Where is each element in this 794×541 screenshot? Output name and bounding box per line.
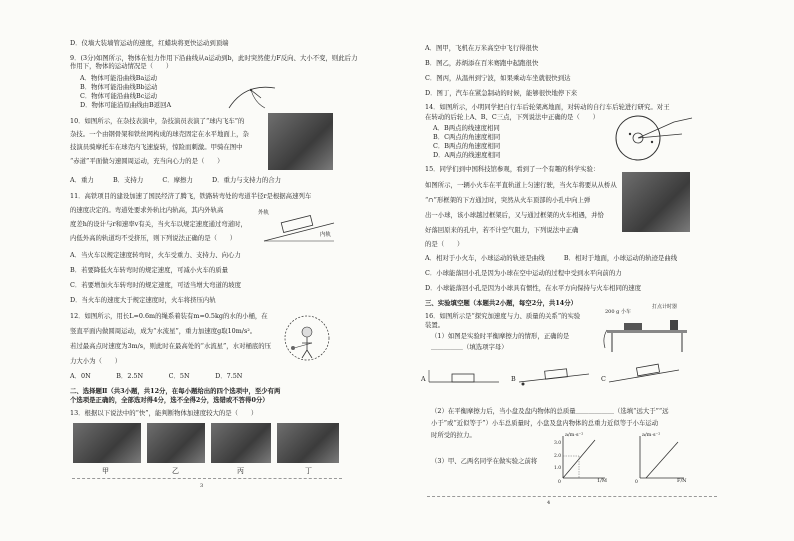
text-line: “赤道”平面做匀速圆周运动，充当向心力的是（ ）: [70, 157, 224, 165]
graph-2-origin: 0: [635, 480, 638, 485]
text-line: 的速度决定的。弯道处要求外轨比内轨高，其内外轨高: [70, 206, 224, 214]
text-line: 度差h的设计与r和速率v有关，当火车以规定速度通过弯道时，: [70, 220, 247, 228]
option-label-c: C: [601, 375, 606, 383]
option-c: C．图丙，从温州到宁波，如果乘动车坐就很快到达: [425, 74, 571, 82]
high-speed-train-photo: [622, 172, 690, 232]
rail-figure-11: [262, 205, 337, 245]
question-9: 9．(3分)如图所示，物体在恒力作用下沿曲线从a运动到b，此时突然使力F反向、大小不变，则此后力作用下，物体的运动情况是（ ）: [70, 54, 358, 70]
graph-2-xlabel: F/N: [677, 478, 687, 484]
question-15: 15．同学们到中国科技馆参观，看到了一个有趣的科学实验：: [425, 165, 600, 173]
option-a: A．B两点的线速度相同: [433, 124, 500, 132]
question-10: 10．如图所示，在杂技表演中，杂技演员表演了“球内飞车”的: [70, 117, 245, 125]
train-photo: [211, 423, 271, 463]
section-3-heading: 三、实验填空题（本题共2小题，每空2分，共14分）: [425, 299, 577, 307]
graph-1-origin: 0: [558, 480, 561, 485]
page-number: 3: [200, 483, 204, 489]
sub-question-1: （1）如图是实验时平衡摩擦力的情形，正确的是: [431, 332, 570, 340]
graph-1-tick: 1.0: [554, 466, 562, 471]
text-line: 若过最高点时速度为3m/s，则此时在最高处的“水流星”，水对桶底的压: [70, 342, 272, 350]
question-16: 16．如图所示是“探究加速度与力、质量的关系”的实验: [425, 312, 581, 320]
divider: [427, 496, 717, 497]
text-line: 小于”或“近似等于”）小车总质量时，小盘及盘内物体的总重力近似等于小车运动: [431, 419, 659, 427]
water-meteor-figure: [282, 310, 332, 365]
sub-question-3: （3）甲、乙两名同学在做实验之前将: [431, 457, 538, 465]
graph-1-ylabel: a/m·s⁻²: [565, 432, 584, 438]
option-c: C．若要增加火车转弯时的规定速度，可适当增大弯道的坡度: [70, 281, 242, 289]
text-line: D．仪墙大装墙管运动的速度，红蜡块将更快运动到顶端: [70, 39, 229, 47]
option-label-b: B: [511, 375, 516, 383]
photo-label-bing: 丙: [237, 467, 244, 475]
text-line: 力大小为（ ）: [70, 357, 122, 365]
graph-1-tick: 2.0: [554, 454, 562, 459]
text-line: 的是（ ）: [425, 240, 464, 248]
option-d: D．物体可能沿原曲线由B返回A: [80, 101, 172, 109]
options-q15-ab: A．相对于小火车，小球运动的轨迹是曲线 B．相对于地面，小球运动的轨迹是曲线: [425, 254, 678, 262]
text-line: 竖直平面内做圆周运动，成为“水流星”，重力加速度g取10m/s²。: [70, 327, 257, 335]
option-c: C．B两点的角速度相同: [433, 142, 501, 150]
right-page: [397, 0, 794, 541]
text-line: 技演员骑摩托车在球壳内飞速旋转，惊险而刺激。甲骑在图中: [70, 143, 243, 151]
page-number: 4: [547, 500, 551, 506]
graph-a-vs-f: [632, 432, 687, 484]
option-figure-a: [427, 364, 502, 386]
text-line: 装置。: [425, 321, 445, 329]
text-line: 如图所示，一辆小火车在平直轨道上匀速行驶，当火车将要从从桥从: [425, 181, 617, 189]
option-a: A．当火车以规定速度转弯时，火车受重力、支持力、向心力: [70, 251, 241, 259]
outer-rail-label: 外轨: [258, 210, 270, 216]
section-2-heading: 二、选择题Ⅱ（共3小题，共12分，在每小题给出的四个选项中，至少有两: [70, 387, 281, 395]
text-line: 杂技。一个由钢骨架和铁丝网构成的球壳固定在水平地面上，杂: [70, 130, 249, 138]
airplane-photo: [73, 423, 141, 463]
options-q10: A．重力 B．支持力 C．摩擦力 D．重力与支持力的合力: [70, 176, 282, 184]
option-b: B．物体可能沿曲线Bb运动: [80, 83, 158, 91]
globe-of-death-photo: [268, 113, 333, 170]
inner-rail-label: 内轨: [320, 232, 332, 238]
sprinter-photo: [147, 423, 205, 463]
photo-label-jia: 甲: [102, 467, 109, 475]
photo-label-ding: 丁: [305, 467, 312, 475]
option-d: D．当火车的速度大于规定速度时，火车将挤压内轨: [70, 296, 216, 304]
option-figure-c: [607, 358, 682, 386]
cart-label: 200 g 小车: [605, 309, 631, 315]
divider: [72, 478, 342, 479]
option-b: B．C两点的角速度相同: [433, 133, 501, 141]
text-line: 好落回原来的孔中，若不计空气阻力，下列说法中正确: [425, 226, 579, 234]
sub-question-2: （2）在平衡摩擦力后，当小盘及盘内物体的总质量＿＿＿＿＿＿（选填“远大于”“远: [431, 407, 669, 415]
answer-blank-1: ＿＿＿＿＿（填选项字母）: [431, 343, 508, 351]
option-a: A．物体可能沿曲线Ba运动: [80, 74, 158, 82]
graph-2-ylabel: a/m·s⁻²: [642, 432, 661, 438]
text-line: “∩”形框架的下方通过时，突然从火车顶部的小孔中向上弹: [425, 196, 591, 204]
text-line: 出一小球，该小球越过框架后，又与通过框架的火车相遇，并恰: [425, 211, 604, 219]
option-d: D．图丁，汽车在紧急制动的时候，能够很快地停下来: [425, 89, 578, 97]
bicycle-wheel-figure: [612, 112, 694, 162]
graph-a-vs-inverse-m: [555, 432, 607, 484]
section-2-note: 个选项是正确的，全部选对得4分，选不全得2分，选错或不答得0分）: [70, 396, 269, 404]
question-12: 12．如图所示，用长L=0.6m的绳系着装有m=0.5kg的水的小桶，在: [70, 312, 268, 320]
question-13: 13．根据以下说法中的“快”，能判断物体加速度较大的是（ ）: [70, 409, 258, 417]
question-14: 14．如图所示，小明同学把自行车后轮架离地面，对转动的自行车后轮进行研究。对王: [425, 103, 670, 111]
question-11: 11．高铁项目的建设加速了国民经济了腾飞，铁路转弯处的弯道半径r是根据高速列车: [70, 192, 312, 200]
car-photo: [277, 423, 339, 463]
option-figure-b: [517, 362, 592, 386]
photo-label-yi: 乙: [172, 467, 179, 475]
option-c: C．小球能落回小孔是因为小球在空中运动的过程中受到水平向前的力: [425, 269, 622, 277]
text-line: 时所受的拉力。: [431, 431, 476, 439]
option-a: A．图甲，飞机在万米高空中飞行得很快: [425, 44, 539, 52]
timer-label: 打点计时器: [652, 304, 678, 310]
option-c: C．物体可能沿曲线Bc运动: [80, 92, 158, 100]
option-b: B．若要降低火车转弯时的规定速度，可减小火车的质量: [70, 266, 229, 274]
option-b: B．图乙，苏炳添在百米赛跑中起跑很快: [425, 59, 539, 67]
option-d: D．小球能落回小孔是因为小球具有惯性，在水平方向保持与火车相同的速度: [425, 284, 642, 292]
option-label-a: A: [421, 375, 426, 383]
options-q12: A．0N B．2.5N C．5N D．7.5N: [70, 372, 243, 380]
graph-1-xlabel: 1/M: [597, 478, 607, 484]
text-line: 在转动的后轮上A、B、C三点，下列说法中正确的是（ ）: [425, 113, 599, 121]
curve-figure-9: [225, 78, 280, 113]
graph-1-tick: 3.0: [554, 441, 562, 446]
option-d: D．A两点的线速度相同: [433, 151, 501, 159]
text-line: 内低外高的轨道均不受挤压，则下列说法正确的是（ ）: [70, 234, 237, 242]
